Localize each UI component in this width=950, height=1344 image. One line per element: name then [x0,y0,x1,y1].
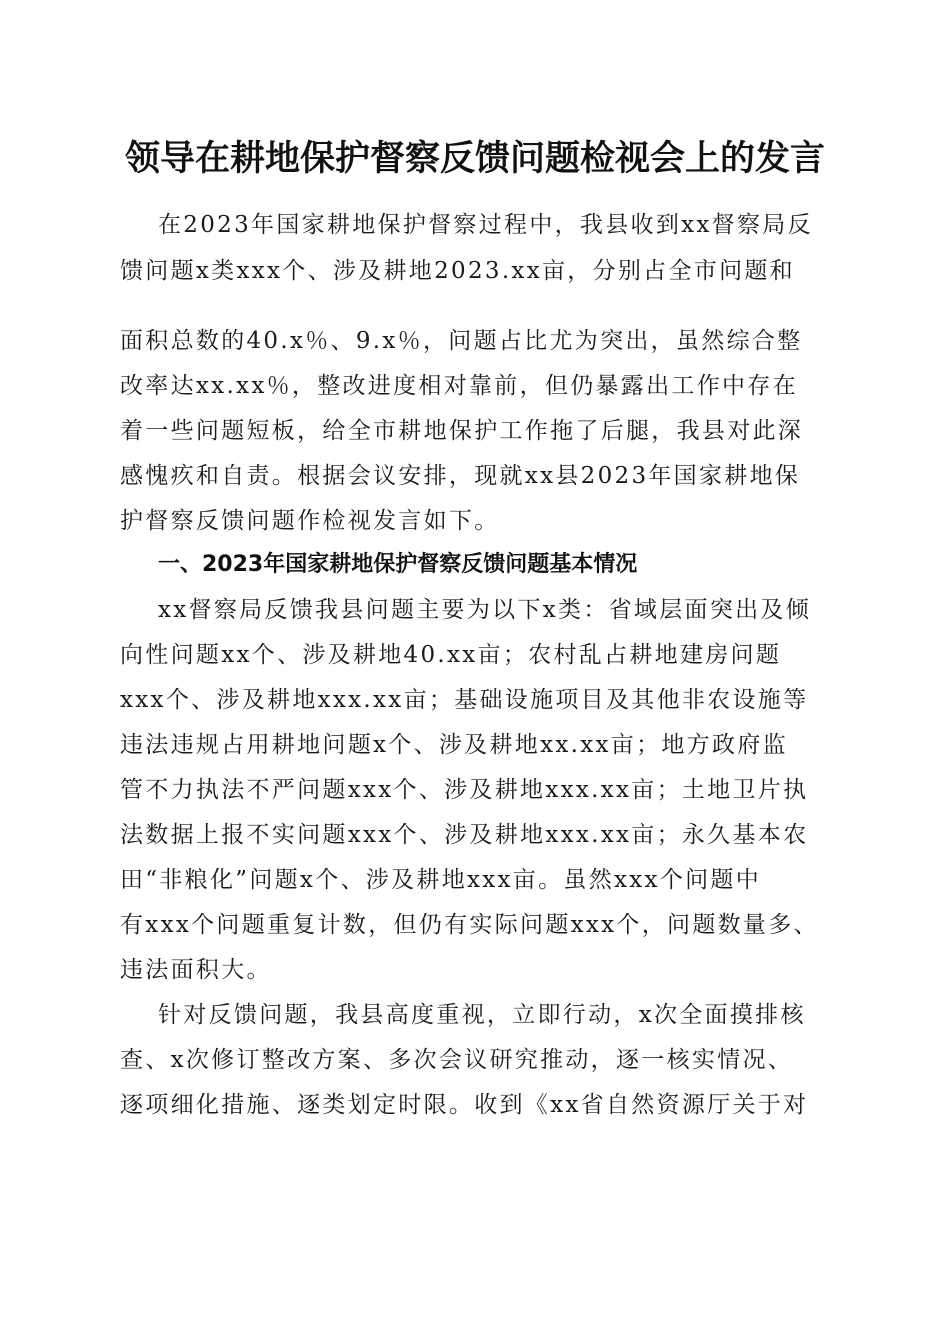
paragraph-3-line-1: 针对反馈问题，我县高度重视，立即行动，x次全面摸排核 [158,1002,806,1028]
paragraph-2-line-1: xx督察局反馈我县问题主要为以下x类：省域层面突出及倾 [158,597,812,623]
paragraph-2-line-9: 违法面积大。 [120,957,272,983]
paragraph-2-line-2: 向性问题xx个、涉及耕地40.xx亩；农村乱占耕地建房问题 [120,642,782,668]
paragraph-1-line-1: 在2023年国家耕地保护督察过程中，我县收到xx督察局反 [158,212,813,238]
paragraph-1-line-5: 着一些问题短板，给全市耕地保护工作拖了后腿，我县对此深 [120,418,804,444]
section-heading-1: 一、2023年国家耕地保护督察反馈问题基本情况 [158,552,638,577]
paragraph-1-line-4: 改率达xx.xx％，整改进度相对靠前，但仍暴露出工作中存在 [120,373,798,399]
paragraph-2-line-4: 违法违规占用耕地问题x个、涉及耕地xx.xx亩；地方政府监 [120,732,788,758]
paragraph-1-line-6: 感愧疚和自责。根据会议安排，现就xx县2023年国家耕地保 [120,463,801,489]
paragraph-2-line-7: 田“非粮化”问题x个、涉及耕地xxx亩。虽然xxx个问题中 [120,867,762,893]
paragraph-1-line-2: 馈问题x类xxx个、涉及耕地2023.xx亩，分别占全市问题和 [120,258,795,284]
paragraph-2-line-5: 管不力执法不严问题xxx个、涉及耕地xxx.xx亩；土地卫片执 [120,777,809,803]
paragraph-2-line-3: xxx个、涉及耕地xxx.xx亩；基础设施项目及其他非农设施等 [120,687,809,713]
document-title: 领导在耕地保护督察反馈问题检视会上的发言 [124,138,825,179]
paragraph-1-line-7: 护督察反馈问题作检视发言如下。 [120,508,500,534]
paragraph-2-line-6: 法数据上报不实问题xxx个、涉及耕地xxx.xx亩；永久基本农 [120,822,809,848]
paragraph-3-line-2: 查、x次修订整改方案、多次会议研究推动，逐一核实情况、 [120,1047,794,1073]
paragraph-1-line-3: 面积总数的40.x％、9.x％，问题占比尤为突出，虽然综合整 [120,328,803,354]
paragraph-3-line-3: 逐项细化措施、逐类划定时限。收到《xx省自然资源厅关于对 [120,1092,809,1118]
paragraph-2-line-8: 有xxx个问题重复计数，但仍有实际问题xxx个，问题数量多、 [120,912,819,938]
